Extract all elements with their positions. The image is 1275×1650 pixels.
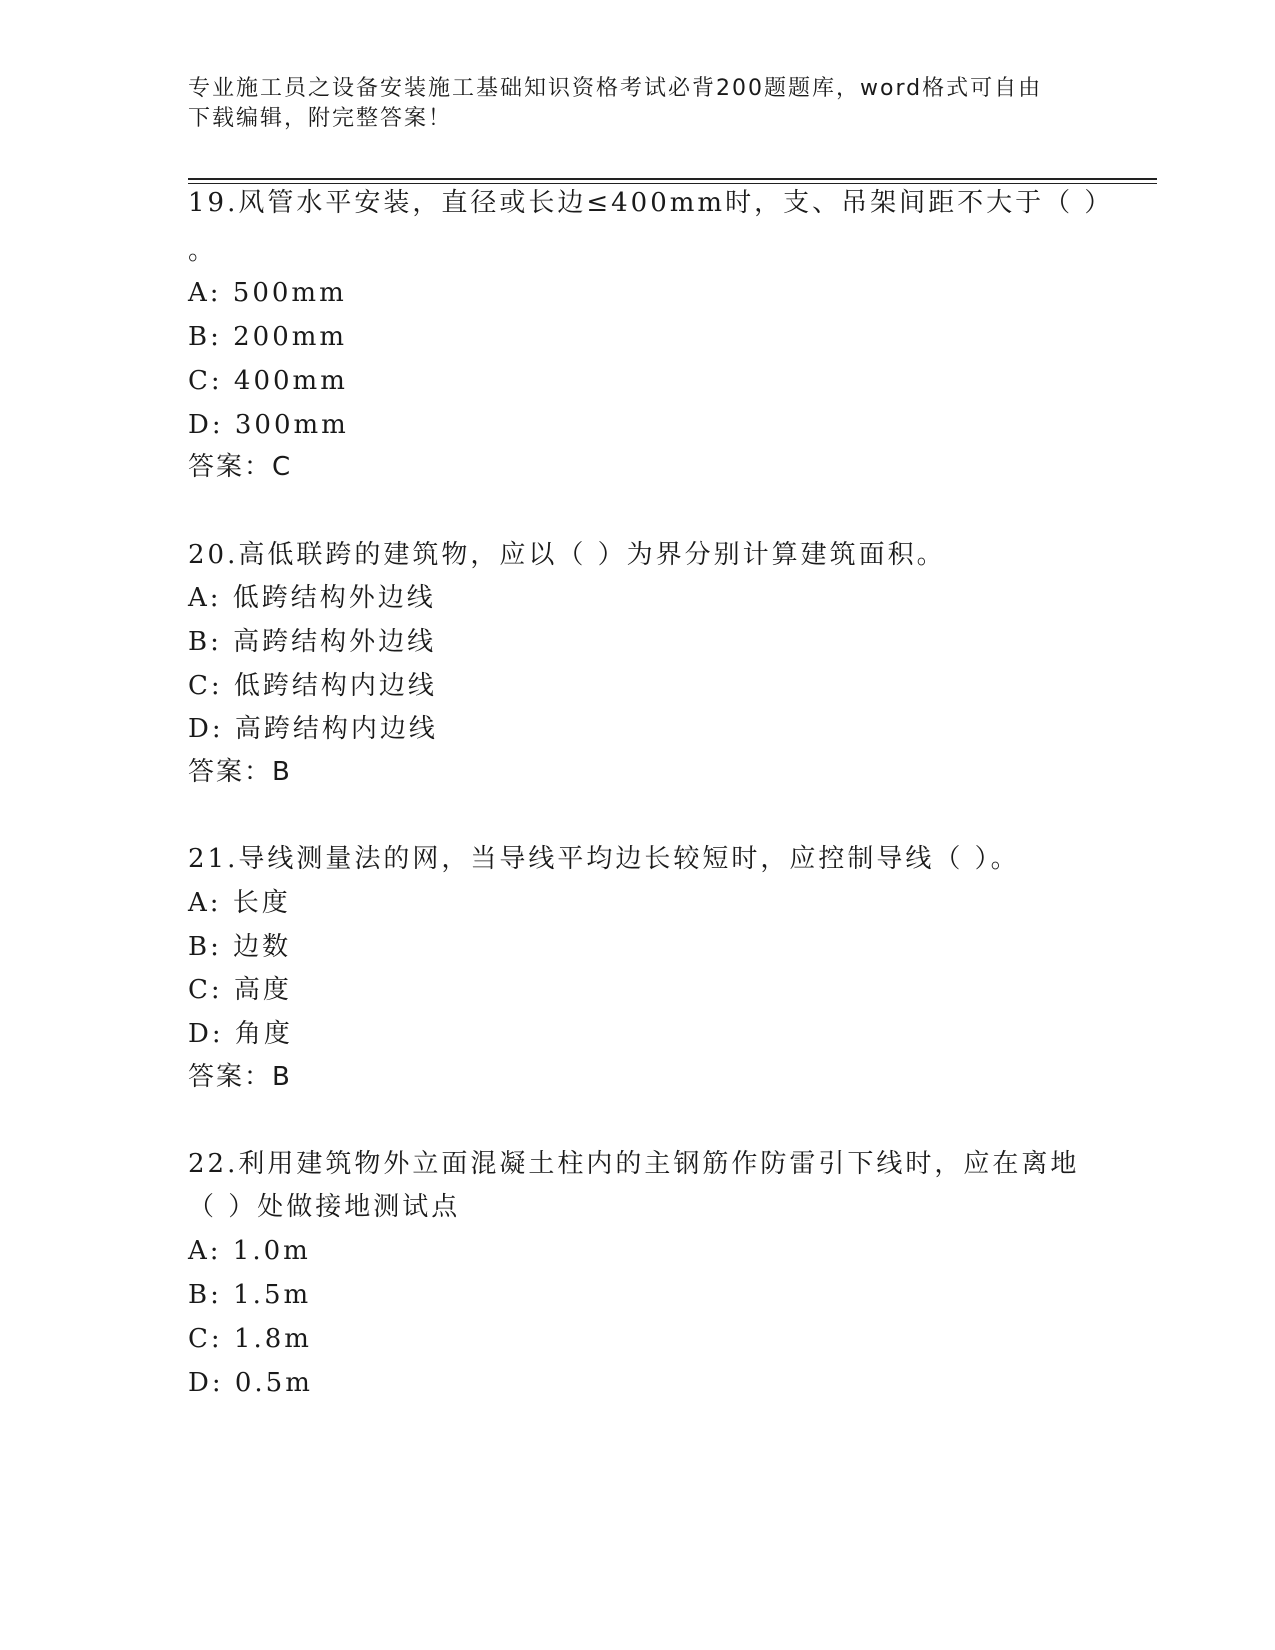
question-22-option-b: B: 1.5m [188, 1280, 312, 1310]
document-header [188, 74, 1088, 134]
question-20-option-a: A: 低跨结构外边线 [188, 583, 436, 613]
question-22-option-c: C: 1.8m [188, 1324, 312, 1354]
question-21-option-d: D: 角度 [188, 1019, 293, 1049]
question-21-answer: 答案：B [188, 1062, 292, 1092]
question-20-stem: 20.高低联跨的建筑物，应以（ ）为界分别计算建筑面积。 [188, 540, 946, 570]
question-19-answer: 答案：C [188, 452, 293, 482]
question-19-option-a: A: 500mm [188, 278, 347, 308]
question-19-option-c: C: 400mm [188, 366, 348, 396]
question-21-option-c: C: 高度 [188, 975, 292, 1005]
question-21-stem: 21.导线测量法的网，当导线平均边长较短时，应控制导线（ ）。 [188, 844, 1020, 874]
question-19-option-d: D: 300mm [188, 410, 349, 440]
question-21-option-a: A: 长度 [188, 888, 291, 918]
question-19-option-b: B: 200mm [188, 322, 348, 352]
question-20-answer: 答案：B [188, 757, 292, 787]
question-22-stem: 22.利用建筑物外立面混凝土柱内的主钢筋作防雷引下线时，应在离地 [188, 1149, 1080, 1179]
header-divider [188, 178, 1157, 180]
header-line-2: 下载编辑，附完整答案！ [188, 106, 453, 131]
question-20-option-c: C: 低跨结构内边线 [188, 671, 437, 701]
header-divider-thin [188, 183, 1157, 184]
question-20-option-d: D: 高跨结构内边线 [188, 714, 438, 744]
question-20-option-b: B: 高跨结构外边线 [188, 627, 437, 657]
question-21-option-b: B: 边数 [188, 932, 292, 962]
question-22-option-d: D: 0.5m [188, 1368, 313, 1398]
header-line-1: 专业施工员之设备安装施工基础知识资格考试必背200题题库，word格式可自由 [188, 76, 1043, 101]
question-22-option-a: A: 1.0m [188, 1236, 311, 1266]
question-19-stem: 19.风管水平安装，直径或长边≤400mm时，支、吊架间距不大于（ ） [188, 188, 1114, 218]
question-22-stem-cont: （ ）处做接地测试点 [188, 1192, 461, 1222]
question-19-stem-cont: 。 [188, 236, 218, 266]
